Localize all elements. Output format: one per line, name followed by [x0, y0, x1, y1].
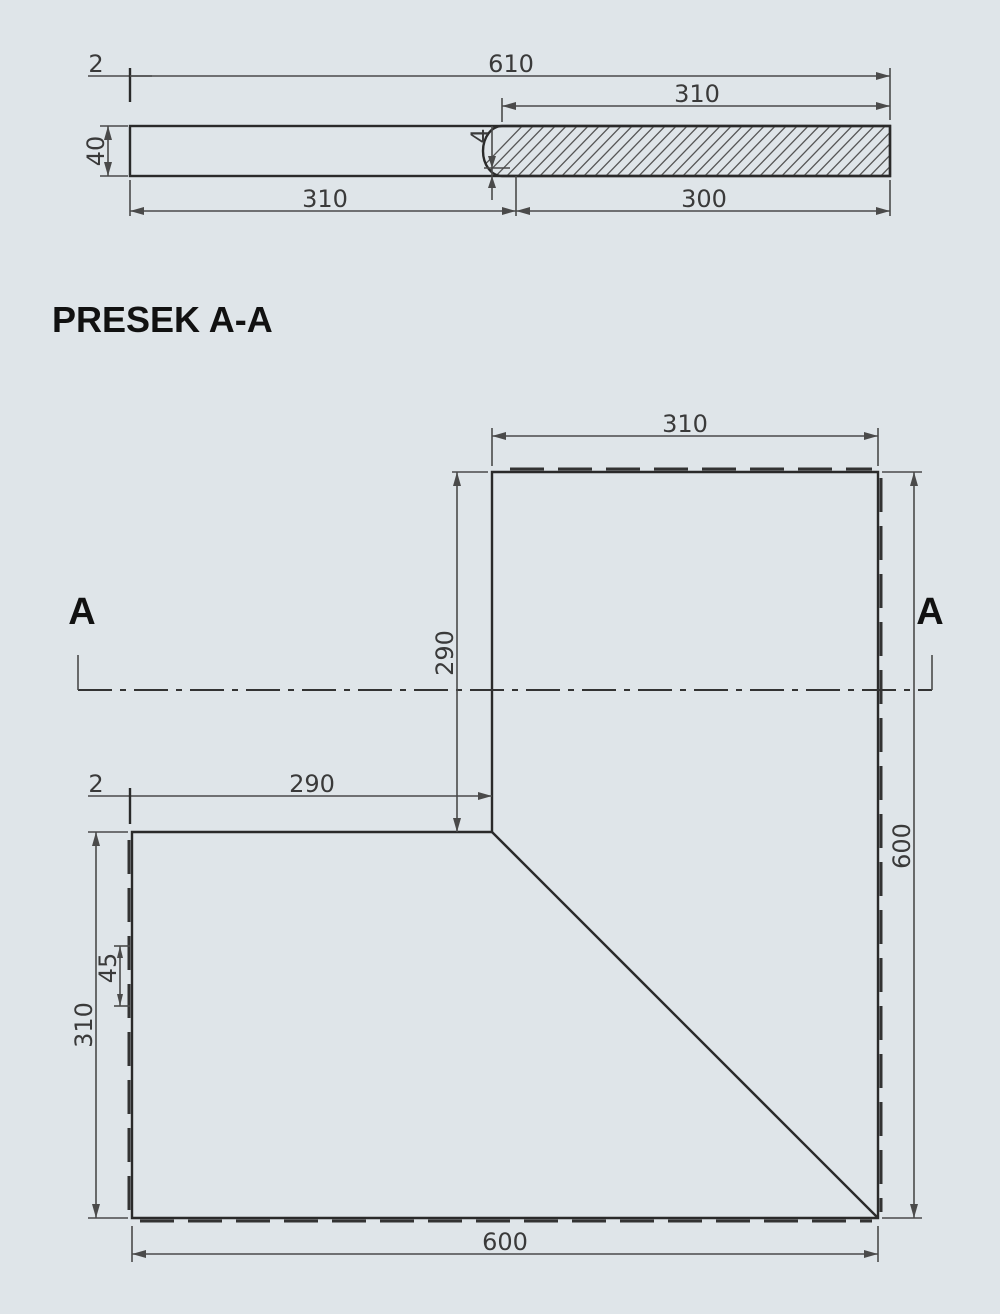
- hatch-line: [613, 120, 671, 180]
- top-width-arrow-right: [864, 432, 878, 440]
- hatch-line: [514, 120, 572, 180]
- notch-height-label: 290: [431, 630, 459, 676]
- hatch-line: [569, 120, 627, 180]
- hatch-line: [844, 120, 902, 180]
- left-height-arrow-bottom: [92, 1204, 100, 1218]
- total-length-label: 610: [488, 50, 534, 78]
- hatch-line: [580, 120, 638, 180]
- hatch-line: [833, 120, 891, 180]
- hatch-line: [492, 120, 550, 180]
- hatched-region: [470, 120, 1000, 180]
- hatch-line: [811, 120, 869, 180]
- hatch-line: [910, 120, 968, 180]
- hatch-line: [602, 120, 660, 180]
- section-label-left: A: [68, 591, 96, 633]
- notch-height-arrow-top: [453, 472, 461, 486]
- right-height-label: 600: [888, 823, 916, 869]
- right-height-arrow-top: [910, 472, 918, 486]
- section-label-right: A: [916, 591, 944, 633]
- hatch-line: [756, 120, 814, 180]
- hatch-line: [789, 120, 847, 180]
- hatch-line: [701, 120, 759, 180]
- hatched-length-label: 310: [674, 80, 720, 108]
- left-height-label: 310: [70, 1002, 98, 1048]
- plan-offset-label: 2: [88, 770, 104, 798]
- hatch-line: [877, 120, 935, 180]
- thickness-label: 40: [82, 135, 110, 167]
- left-segment-label: 310: [302, 185, 348, 213]
- hatch-line: [679, 120, 737, 180]
- groove-arrow-bottom: [488, 176, 496, 188]
- hatch-line: [943, 120, 1000, 180]
- top-width-arrow-left: [492, 432, 506, 440]
- section-profile-view: [82, 50, 1000, 216]
- hatch-line: [558, 120, 616, 180]
- hatch-line: [954, 120, 1000, 180]
- hatched-length-arrow-left: [502, 102, 516, 110]
- bottom-width-arrow-right: [864, 1250, 878, 1258]
- hatch-line: [866, 120, 924, 180]
- hatch-line: [635, 120, 693, 180]
- hatch-line: [646, 120, 704, 180]
- plan-view: [68, 410, 943, 1262]
- hatch-line: [822, 120, 880, 180]
- hatch-line: [690, 120, 748, 180]
- hatch-line: [767, 120, 825, 180]
- section-title: PRESEK A-A: [52, 299, 273, 340]
- bottom-arrow-3: [516, 207, 530, 215]
- notch-width-arrow: [478, 792, 492, 800]
- hatch-line: [547, 120, 605, 180]
- hatch-line: [888, 120, 946, 180]
- hatch-line: [800, 120, 858, 180]
- offset-dim-label: 2: [88, 50, 104, 78]
- groove-label: 4: [466, 128, 494, 144]
- small-mark-arrow-bottom: [117, 994, 123, 1006]
- small-mark-label: 45: [94, 952, 122, 984]
- hatch-line: [525, 120, 583, 180]
- bottom-arrow-1: [130, 207, 144, 215]
- hatch-line: [899, 120, 957, 180]
- hatch-line: [921, 120, 979, 180]
- hatch-line: [932, 120, 990, 180]
- top-width-label: 310: [662, 410, 708, 438]
- left-height-arrow-top: [92, 832, 100, 846]
- hatch-line: [855, 120, 913, 180]
- hatch-line: [657, 120, 715, 180]
- hatch-line: [712, 120, 770, 180]
- bottom-width-label: 600: [482, 1228, 528, 1256]
- hatch-line: [503, 120, 561, 180]
- diagonal-edge: [492, 832, 878, 1218]
- hatch-line: [734, 120, 792, 180]
- bottom-arrow-4: [876, 207, 890, 215]
- hatch-line: [778, 120, 836, 180]
- notch-width-label: 290: [289, 770, 335, 798]
- hatch-line: [591, 120, 649, 180]
- hatched-region-outline: [483, 126, 890, 176]
- bottom-width-arrow-left: [132, 1250, 146, 1258]
- hatched-length-arrow-right: [876, 102, 890, 110]
- total-length-arrow: [876, 72, 890, 80]
- right-height-arrow-bottom: [910, 1204, 918, 1218]
- hatch-line: [745, 120, 803, 180]
- notch-height-arrow-bottom: [453, 818, 461, 832]
- hatch-line: [723, 120, 781, 180]
- bottom-arrow-2: [502, 207, 516, 215]
- right-segment-label: 300: [681, 185, 727, 213]
- hatch-line: [624, 120, 682, 180]
- hatch-line: [668, 120, 726, 180]
- hatch-line: [536, 120, 594, 180]
